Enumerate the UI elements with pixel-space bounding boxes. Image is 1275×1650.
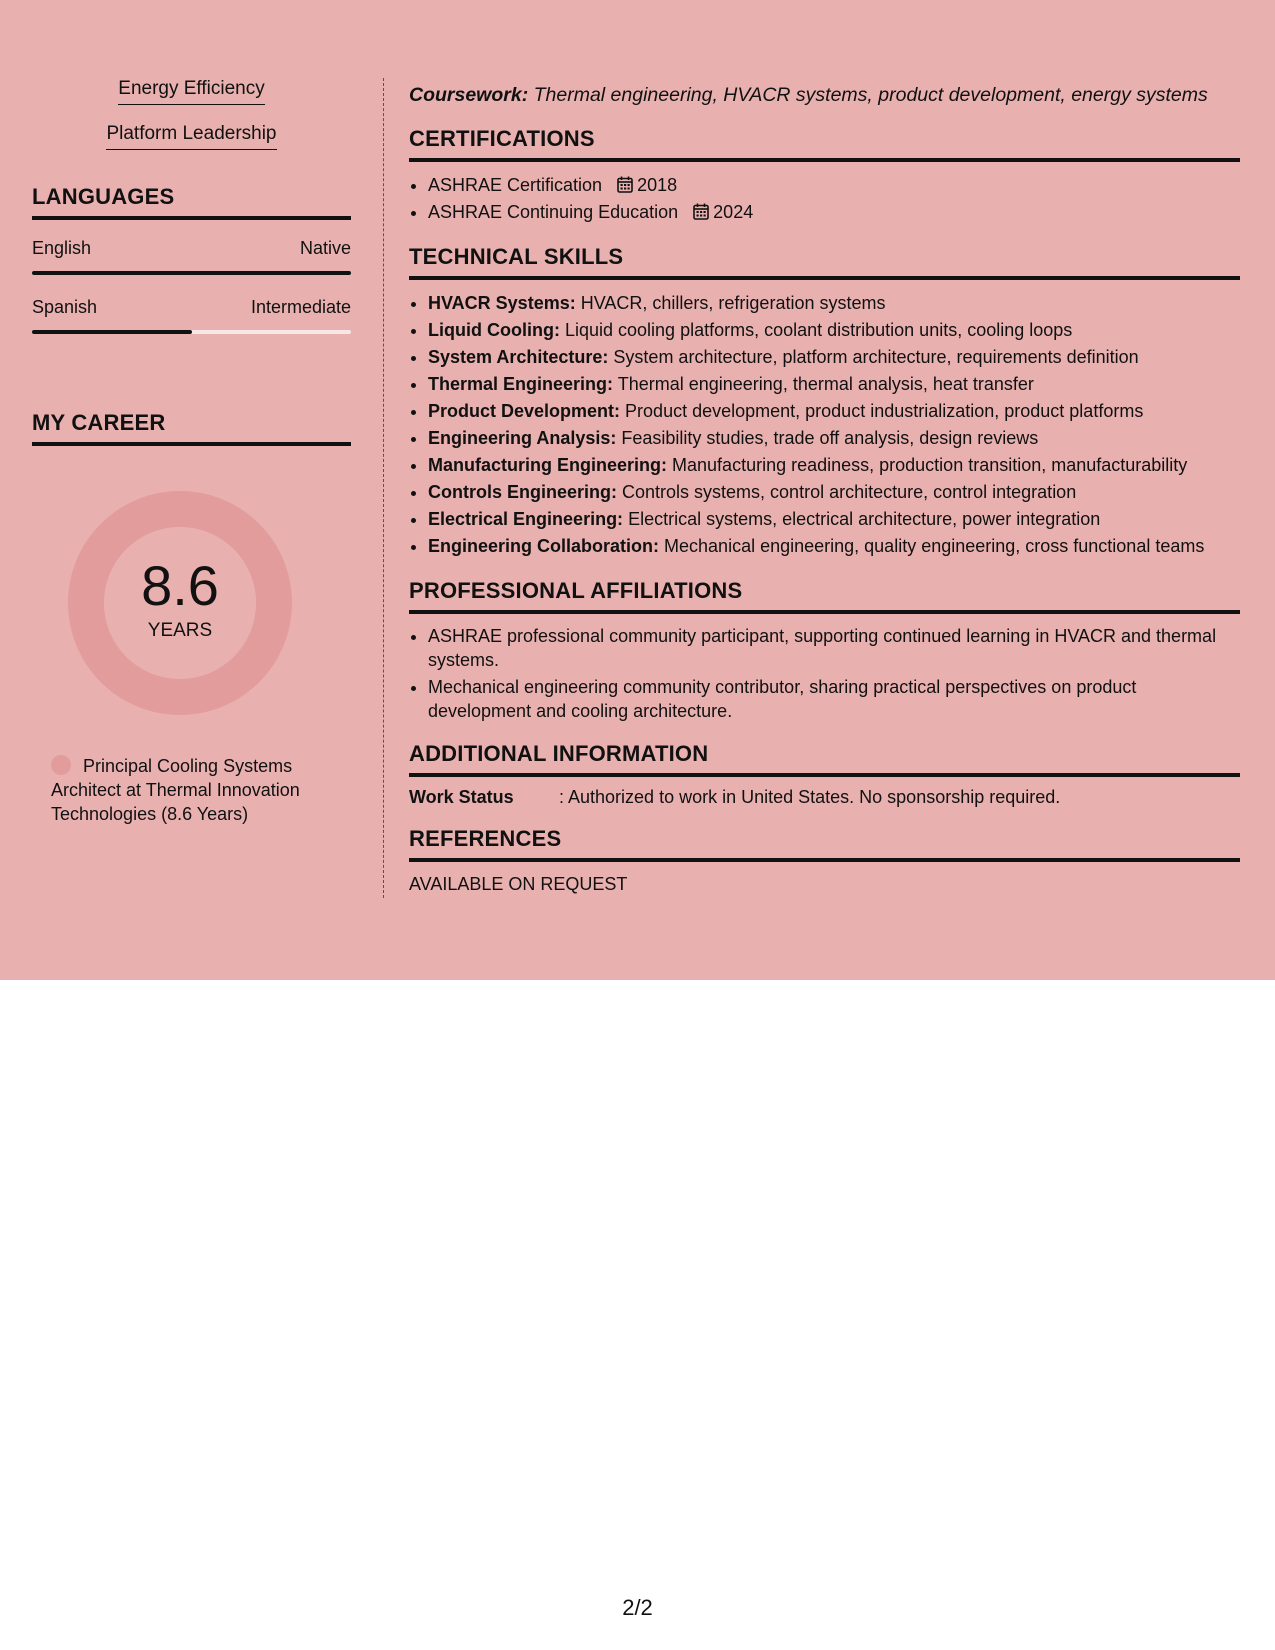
- certification-item: • ASHRAE Certification 2018: [428, 172, 1240, 199]
- certification-item: • ASHRAE Continuing Education 2024: [428, 199, 1240, 226]
- career-legend-item: [51, 754, 331, 826]
- career-total-years: 8.6: [141, 554, 219, 617]
- strength-item: Platform Leadership: [32, 123, 351, 150]
- page-number: 2/2: [622, 1595, 653, 1620]
- language-spanish: [32, 297, 351, 334]
- strength-item: Energy Efficiency: [32, 78, 351, 105]
- work-status-row: [409, 787, 1240, 808]
- coursework-text: Thermal engineering, HVACR systems, product development, energy systems: [533, 84, 1208, 106]
- language-level: Intermediate: [250, 297, 351, 317]
- language-bar: [32, 330, 351, 334]
- language-name: Spanish: [32, 297, 98, 317]
- languages-title: LANGUAGES: [32, 184, 351, 220]
- technical-skills-title: TECHNICAL SKILLS: [409, 244, 1240, 280]
- legend-dot-icon: [51, 755, 71, 775]
- skill-item: • Thermal Engineering: Thermal engineering, thermal analysis, heat transfer: [428, 371, 1240, 398]
- certification-year: 2018: [637, 175, 678, 195]
- calendar-icon: [617, 176, 633, 193]
- skill-item: • Manufacturing Engineering: Manufacturing readiness, production transition, manufacturability: [428, 452, 1240, 479]
- career-years-unit: YEARS: [147, 620, 213, 641]
- affiliation-item: • Mechanical engineering community contributor, sharing practical perspectives on product development and cooling architecture.: [428, 675, 1240, 723]
- skill-item: • Controls Engineering: Controls systems, control architecture, control integration: [428, 479, 1240, 506]
- career-title: MY CAREER: [32, 410, 351, 446]
- references-section: [409, 826, 1240, 895]
- affiliation-item: • ASHRAE professional community participant, supporting continued learning in HVACR and thermal systems.: [428, 624, 1240, 672]
- work-status-value: : Authorized to work in United States. No sponsorship required.: [559, 787, 1061, 807]
- language-name: English: [32, 238, 92, 258]
- references-title: REFERENCES: [409, 826, 1240, 862]
- affiliations-section: [409, 578, 1240, 723]
- career-donut-chart: [67, 490, 293, 716]
- language-bar-fill: [32, 271, 351, 275]
- career-legend-label: Principal Cooling Systems Architect at Thermal Innovation Technologies (8.6 Years): [51, 756, 300, 824]
- language-bar-fill: [32, 330, 192, 334]
- skill-item: • Engineering Analysis: Feasibility studies, trade off analysis, design reviews: [428, 425, 1240, 452]
- language-bar: [32, 271, 351, 275]
- right-column: [409, 82, 1240, 895]
- left-column: [32, 78, 351, 826]
- coursework: [409, 82, 1240, 108]
- additional-info-title: ADDITIONAL INFORMATION: [409, 741, 1240, 777]
- affiliations-title: PROFESSIONAL AFFILIATIONS: [409, 578, 1240, 614]
- skill-item: • Engineering Collaboration: Mechanical engineering, quality engineering, cross functional teams: [428, 533, 1240, 560]
- language-level: Native: [299, 238, 351, 258]
- language-english: [32, 238, 351, 275]
- certifications-title: CERTIFICATIONS: [409, 126, 1240, 162]
- skill-item: • System Architecture: System architecture, platform architecture, requirements definition: [428, 344, 1240, 371]
- work-status-label: Work Status: [409, 787, 514, 807]
- certification-year: 2024: [713, 202, 754, 222]
- skill-item: • HVACR Systems: HVACR, chillers, refrigeration systems: [428, 290, 1240, 317]
- technical-skills-section: [409, 244, 1240, 560]
- references-text: AVAILABLE ON REQUEST: [409, 874, 628, 894]
- certifications-section: [409, 126, 1240, 226]
- skill-item: • Liquid Cooling: Liquid cooling platforms, coolant distribution units, cooling loops: [428, 317, 1240, 344]
- skill-item: • Electrical Engineering: Electrical systems, electrical architecture, power integration: [428, 506, 1240, 533]
- calendar-icon: [693, 203, 709, 220]
- coursework-label: Coursework:: [409, 84, 529, 106]
- column-divider: [383, 78, 384, 898]
- skill-item: • Product Development: Product development, product industrialization, product platforms: [428, 398, 1240, 425]
- additional-info-section: [409, 741, 1240, 808]
